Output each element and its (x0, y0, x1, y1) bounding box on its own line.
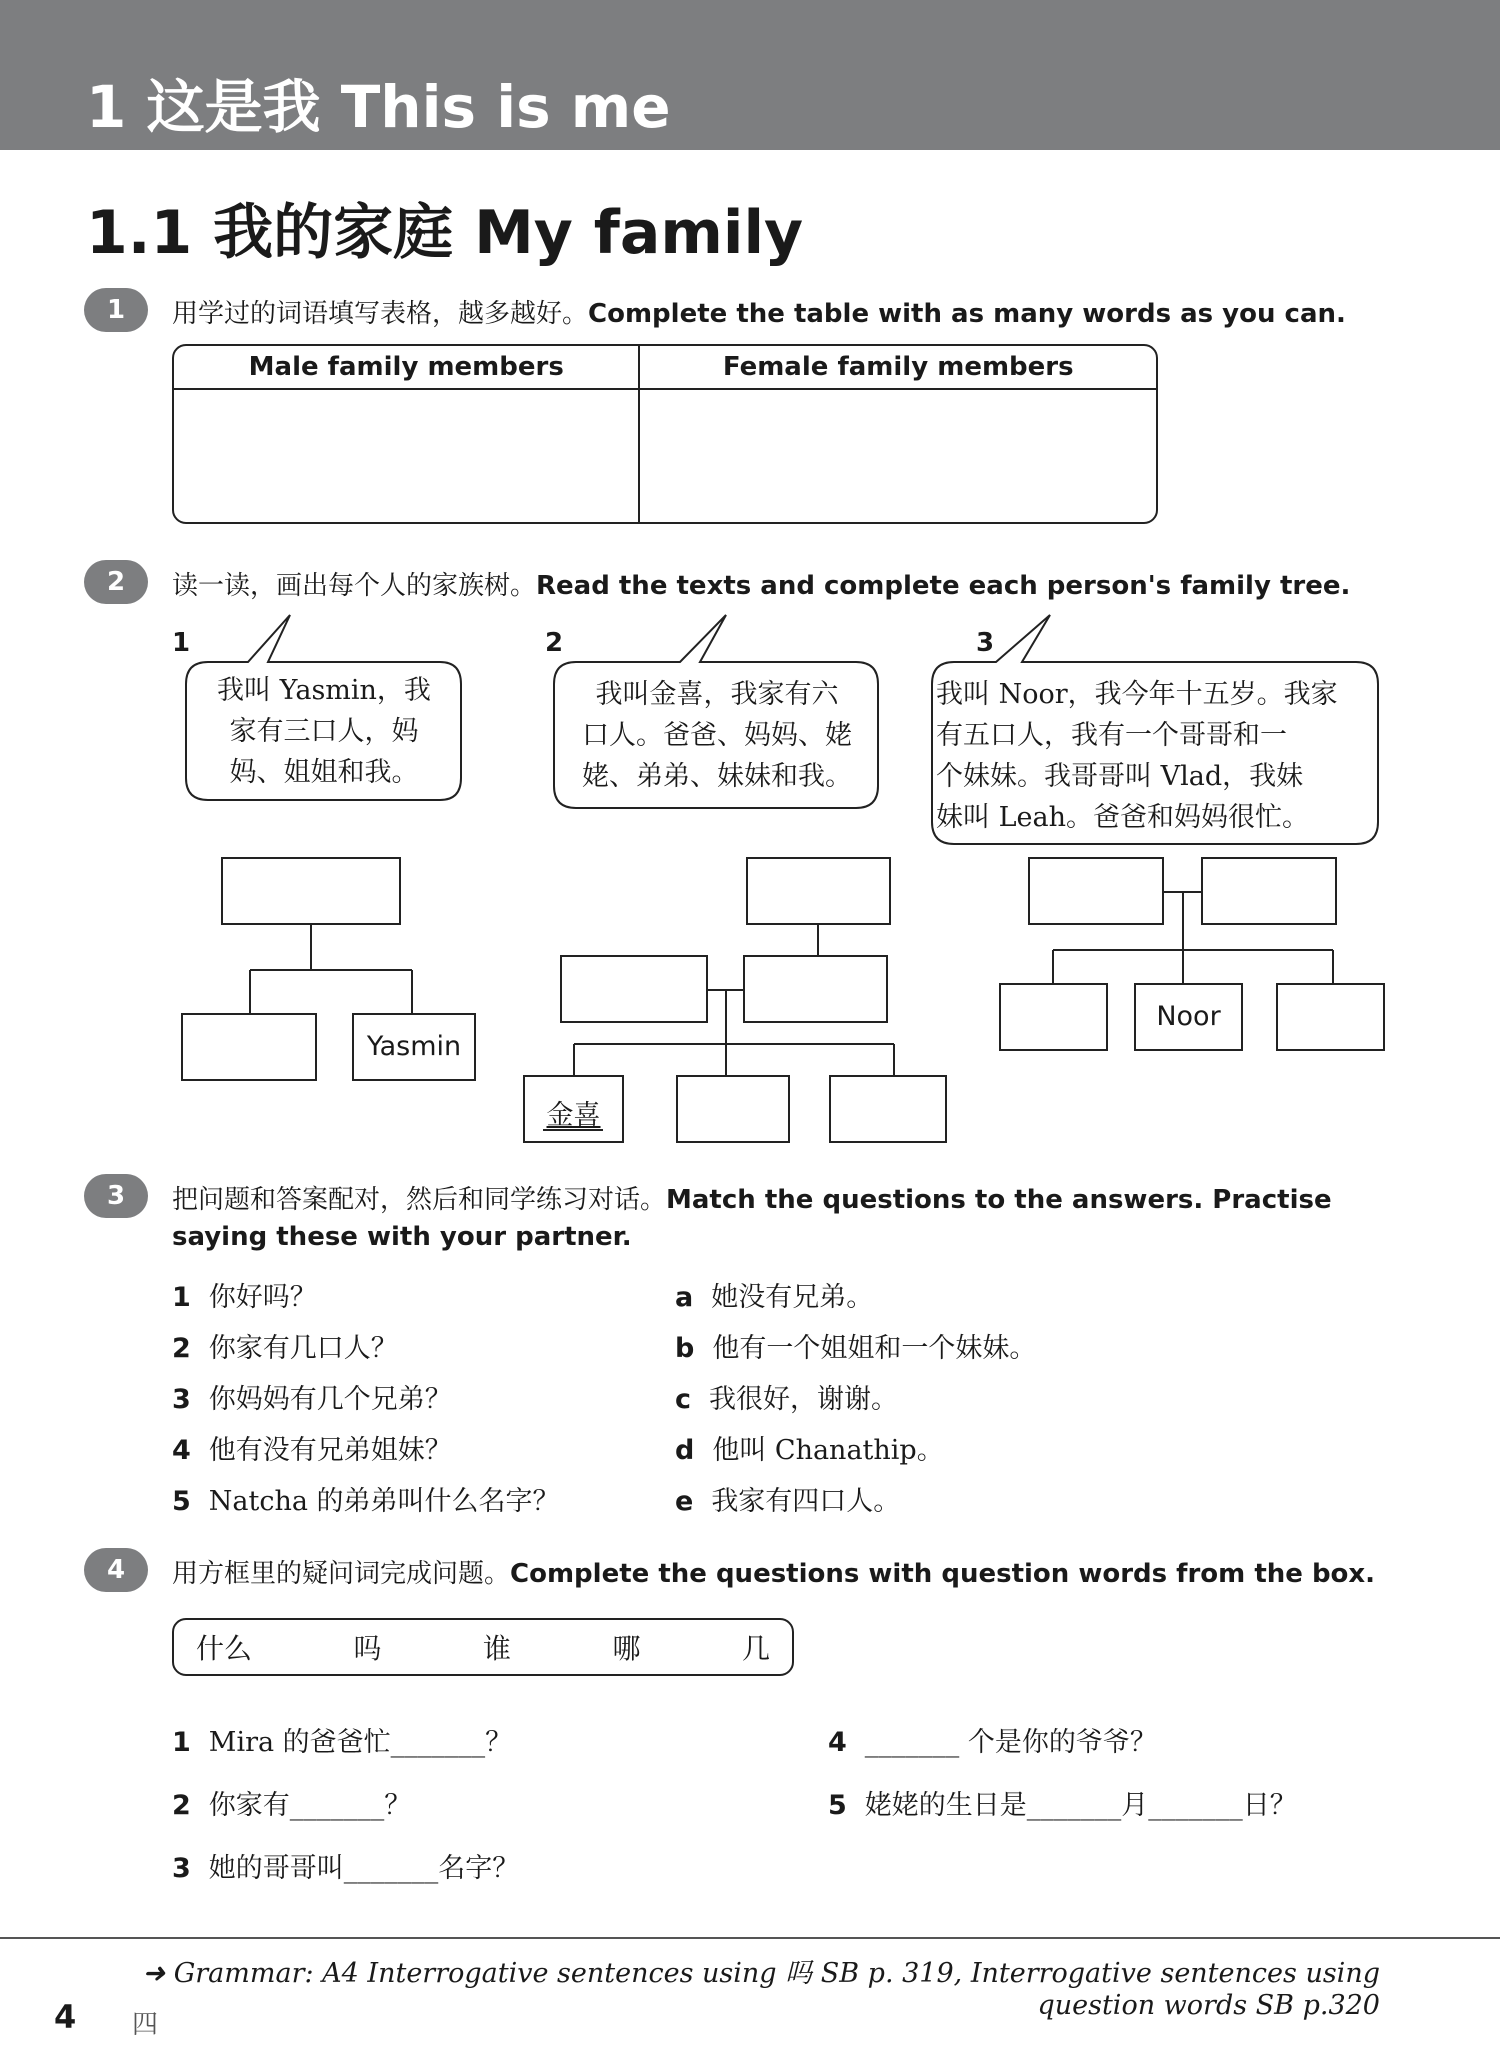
question-row: 1 你好吗？ (172, 1282, 317, 1313)
exercise-2-zh: 读一读，画出每个人的家族树。 (172, 571, 537, 601)
tree2-grandparent-box (747, 858, 890, 924)
exercise-1-zh: 用学过的词语填写表格，越多越好。 (172, 299, 589, 329)
answer-row: c 我很好，谢谢。 (675, 1384, 899, 1415)
question-row: 3 你妈妈有几个兄弟？ (172, 1384, 452, 1415)
word-shenme: 什么 (196, 1632, 253, 1665)
fill-question-5: 5 姥姥的生日是_______月_______日？ (828, 1790, 1297, 1821)
tree1-label-yasmin: Yasmin (366, 1031, 462, 1062)
grammar-reference-line-2: question words SB p.320 (1037, 1990, 1380, 2021)
word-ma: 吗 (353, 1632, 382, 1665)
tree2-child-box-3 (830, 1076, 946, 1142)
tree2-child-box-2 (677, 1076, 789, 1142)
bubble-1-line-3: 妈、姐姐和我。 (229, 757, 419, 788)
chapter-title: 1 这是我 This is me (86, 73, 671, 141)
exercise-1-instruction (172, 293, 1346, 330)
exercise-4-en: Complete the questions with question words from the box. (510, 1559, 1376, 1589)
tree2-label-jinxi: 金喜 (546, 1100, 601, 1131)
tree3-child-box-3 (1277, 984, 1384, 1050)
bubble-1-line-1: 我叫 Yasmin，我 (217, 675, 431, 706)
exercise-4-badge: 4 (84, 1548, 148, 1592)
answer-row: d 他叫 Chanathip。 (675, 1435, 944, 1466)
fill-question-1: 1 Mira 的爸爸忙_______？ (172, 1727, 513, 1758)
bubble-3-text (936, 674, 1376, 838)
bubble-3-line-4: 妹叫 Leah。爸爸和妈妈很忙。 (936, 802, 1309, 833)
exercise-2-instruction (172, 565, 1350, 602)
word-shei: 谁 (482, 1632, 511, 1665)
tree3-child-box-1 (1000, 984, 1107, 1050)
text-1-number: 1 (172, 628, 191, 658)
page-number-chinese: 四 (132, 2010, 159, 2040)
answer-row: b 他有一个姐姐和一个妹妹。 (675, 1333, 1037, 1364)
tree1-parent-box (222, 858, 400, 924)
exercise-1-en: Complete the table with as many words as you can. (588, 299, 1346, 329)
bubble-2-line-1: 我叫金喜，我家有六 (595, 679, 839, 710)
tree3-label-noor: Noor (1156, 1001, 1221, 1032)
tree1-connectors (250, 924, 412, 1014)
exercise-3-badge: 3 (84, 1174, 148, 1218)
fill-question-3: 3 她的哥哥叫_______名字？ (172, 1853, 520, 1884)
exercise-3-en: Match the questions to the answers. Practise (666, 1185, 1332, 1215)
exercise-3-answers (675, 1275, 1036, 1530)
table-header-male: Male family members (174, 346, 640, 390)
text-3-number: 3 (976, 628, 995, 658)
question-row: 5 Natcha 的弟弟叫什么名字？ (172, 1486, 560, 1517)
exercise-4-instruction (172, 1553, 1375, 1590)
bubble-1-line-2: 家有三口人，妈 (229, 716, 419, 747)
answer-row: e 我家有四口人。 (675, 1486, 901, 1517)
exercise-1-badge: 1 (84, 288, 148, 332)
word-ji: 几 (741, 1632, 770, 1665)
grammar-reference (143, 1958, 1381, 2022)
tree3-parent-box-2 (1202, 858, 1336, 924)
grammar-reference-line-1: ➜ Grammar: A4 Interrogative sentences using 吗 SB p. 319, Interrogative sentences using (142, 1958, 1380, 1989)
bubble-3-line-3: 个妹妹。我哥哥叫 Vlad，我妹 (936, 761, 1304, 792)
exercise-2-en: Read the texts and complete each person's family tree. (536, 571, 1351, 601)
tree3-parent-box-1 (1029, 858, 1163, 924)
table-header-female: Female family members (640, 346, 1156, 390)
tree3-connectors (1053, 892, 1333, 984)
tree2-parent-box-1 (561, 956, 707, 1022)
bubble-2-line-2: 口人。爸爸、妈妈、姥 (582, 720, 852, 751)
bubble-3-line-2: 有五口人，我有一个哥哥和一 (936, 720, 1287, 751)
exercise-2-badge: 2 (84, 560, 148, 604)
question-row: 4 他有没有兄弟姐妹？ (172, 1435, 452, 1466)
exercise-3-instruction (172, 1179, 1332, 1216)
exercise-3-zh: 把问题和答案配对，然后和同学练习对话。 (172, 1185, 667, 1215)
exercise-3-instruction-line-2: saying these with your partner. (172, 1222, 632, 1252)
section-title: 1.1 我的家庭 My family (86, 198, 804, 268)
footer-divider (0, 1937, 1500, 1939)
bubble-3-line-1: 我叫 Noor，我今年十五岁。我家 (936, 679, 1338, 710)
bubble-1-text (190, 670, 458, 793)
family-members-table (172, 344, 1158, 524)
question-word-box (172, 1618, 794, 1676)
fill-question-4: 4 _______ 个是你的爷爷？ (828, 1727, 1157, 1758)
male-members-cell[interactable] (174, 390, 640, 522)
tree2-parent-box-2 (744, 956, 887, 1022)
exercise-3-questions (172, 1275, 560, 1530)
text-2-number: 2 (545, 628, 564, 658)
answer-row: a 她没有兄弟。 (675, 1282, 874, 1313)
exercise-4-zh: 用方框里的疑问词完成问题。 (172, 1559, 511, 1589)
tree2-connectors (574, 924, 894, 1076)
fill-question-2: 2 你家有_______？ (172, 1790, 412, 1821)
question-row: 2 你家有几口人？ (172, 1333, 398, 1364)
page-number: 4 (54, 1998, 77, 2036)
word-na: 哪 (612, 1632, 641, 1665)
bubble-2-line-3: 姥、弟弟、妹妹和我。 (582, 761, 852, 792)
bubble-2-text (558, 674, 876, 797)
female-members-cell[interactable] (640, 390, 1156, 522)
tree1-child-box-1 (182, 1014, 316, 1080)
